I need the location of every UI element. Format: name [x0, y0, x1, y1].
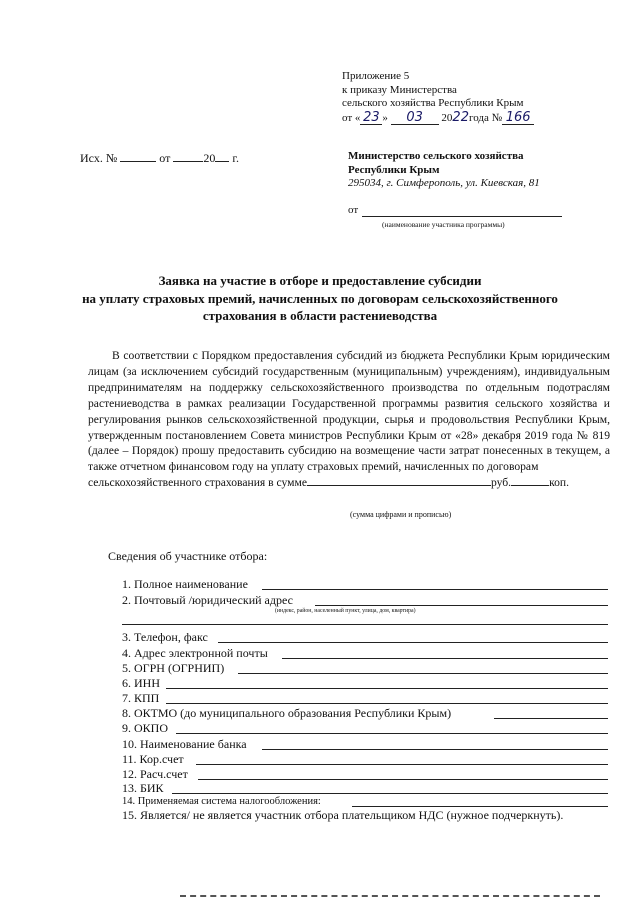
title-line-2: на уплату страховых премий, начисленных по договорам сельскохозяйственного — [82, 290, 558, 306]
field-inn: 6. ИНН — [122, 676, 160, 690]
field-bank-name: 10. Наименование банка — [122, 737, 247, 751]
field-okpo-line[interactable] — [176, 733, 608, 734]
addressee-block — [348, 150, 540, 191]
title-line-1: Заявка на участие в отборе и предоставление субсидии — [158, 273, 482, 288]
field-ogrn: 5. ОГРН (ОГРНИП) — [122, 661, 225, 675]
addressee-from: от — [348, 204, 359, 216]
outgoing-ref — [80, 151, 239, 166]
addressee-line-1: Министерство сельского хозяйства — [348, 150, 524, 162]
annex-date-mid: » — [382, 111, 388, 124]
annex-line-1: Приложение 5 — [342, 70, 410, 82]
participant-name-hint: (наименование участника программы) — [382, 220, 505, 229]
annex-number: 166 — [505, 109, 531, 125]
field-bank-name-line[interactable] — [262, 749, 608, 750]
field-corr-account-line[interactable] — [196, 764, 608, 765]
paragraph-body: В соответствии с Порядком предоставления субсидий из бюджета Республики Крым юридическим лицам (за исключением субсидий государственным (муниципальным) учреждениям), индивидуальным предпринимателям на поддержку сельскохозяйственного производства по отдельным подотраслям растениеводства в рамках реализации Государственной программы развития сельского хозяйства и регулирования рынков сельскохозяйственной продукции, сырья и продовольствия Республики Крым, утвержденным постановлением Совета министров Республики Крым от «28» декабря 2019 года № 819 (далее – Порядок) прошу предоставить субсидию на возмещение части затрат понесенных в текущем, а также отчетном финансовом году на уплату страховых премий, начисленных по договорам — [88, 349, 610, 474]
field-oktmo-line[interactable] — [494, 718, 608, 719]
addressee-address: 295034, г. Симферополь, ул. Киевская, 81 — [348, 177, 540, 189]
annex-date-row — [342, 111, 534, 126]
field-inn-line[interactable] — [166, 688, 608, 689]
field-address-line[interactable] — [315, 605, 608, 606]
page-bottom-dashes — [180, 895, 600, 897]
field-settlement-account: 12. Расч.счет — [122, 767, 188, 781]
field-email: 4. Адрес электронной почты — [122, 646, 268, 660]
annex-year-prefix: 20 — [441, 111, 453, 124]
annex-block — [342, 70, 534, 125]
kop-label: коп. — [549, 476, 570, 490]
field-tax-system: 14. Применяемая система налогообложения: — [122, 796, 321, 807]
field-full-name: 1. Полное наименование — [122, 577, 248, 591]
field-address-line-2[interactable] — [122, 624, 608, 625]
annex-year-suffix: года № — [468, 111, 503, 124]
paragraph-last-prefix: сельскохозяйственного страхования в сумме — [88, 476, 307, 490]
field-okpo: 9. ОКПО — [122, 721, 169, 735]
ref-from: от — [159, 151, 171, 165]
annex-line-2: к приказу Министерства — [342, 83, 457, 96]
addressee-from-row — [348, 204, 358, 216]
field-vat-status: 15. Является/ не является участник отбора плательщиком НДС (нужное подчеркнуть). — [122, 808, 564, 822]
info-heading: Сведения об участнике отбора: — [108, 549, 268, 563]
field-kpp-line[interactable] — [166, 703, 608, 704]
annex-day: 23 — [363, 109, 380, 125]
ref-number-blank[interactable] — [120, 161, 156, 162]
annex-line-3: сельского хозяйства Республики Крым — [342, 97, 524, 109]
field-address: 2. Почтовый /юридический адрес — [122, 593, 293, 607]
sum-hint: (сумма цифрами и прописью) — [350, 510, 452, 519]
field-phone: 3. Телефон, факс — [122, 630, 208, 644]
annex-year: 22 — [452, 109, 469, 125]
field-tax-system-line[interactable] — [352, 806, 608, 807]
request-paragraph — [88, 348, 610, 491]
field-oktmo: 8. ОКТМО (до муниципального образования Республики Крым) — [122, 706, 452, 720]
annex-month: 03 — [406, 109, 423, 125]
ref-date-blank[interactable] — [173, 161, 203, 162]
field-kpp: 7. КПП — [122, 691, 160, 705]
field-email-line[interactable] — [282, 658, 608, 659]
participant-name-line[interactable] — [362, 216, 562, 217]
field-phone-line[interactable] — [218, 642, 608, 643]
field-ogrn-line[interactable] — [238, 673, 608, 674]
ref-year-blank[interactable] — [215, 161, 229, 162]
field-bik: 13. БИК — [122, 781, 164, 795]
paragraph-sum-row — [88, 475, 610, 491]
sum-kop-blank[interactable] — [511, 485, 549, 486]
ref-suffix: г. — [232, 151, 239, 165]
sum-rub-blank[interactable] — [307, 485, 491, 486]
field-bik-line[interactable] — [172, 793, 608, 794]
ref-year: 20 — [203, 151, 216, 165]
document-title — [40, 272, 600, 325]
addressee-line-2: Республики Крым — [348, 163, 440, 176]
field-corr-account: 11. Кор.счет — [122, 752, 184, 766]
field-settlement-account-line[interactable] — [198, 779, 608, 780]
title-line-3: страхования в области растениеводства — [202, 308, 438, 323]
annex-date-prefix: от « — [342, 111, 361, 124]
field-address-hint: (индекс, район, населенный пункт, улица, дом, квартира) — [275, 608, 416, 614]
field-full-name-line[interactable] — [262, 589, 608, 590]
ref-prefix: Исх. № — [80, 151, 118, 165]
rub-label: руб. — [491, 476, 512, 490]
